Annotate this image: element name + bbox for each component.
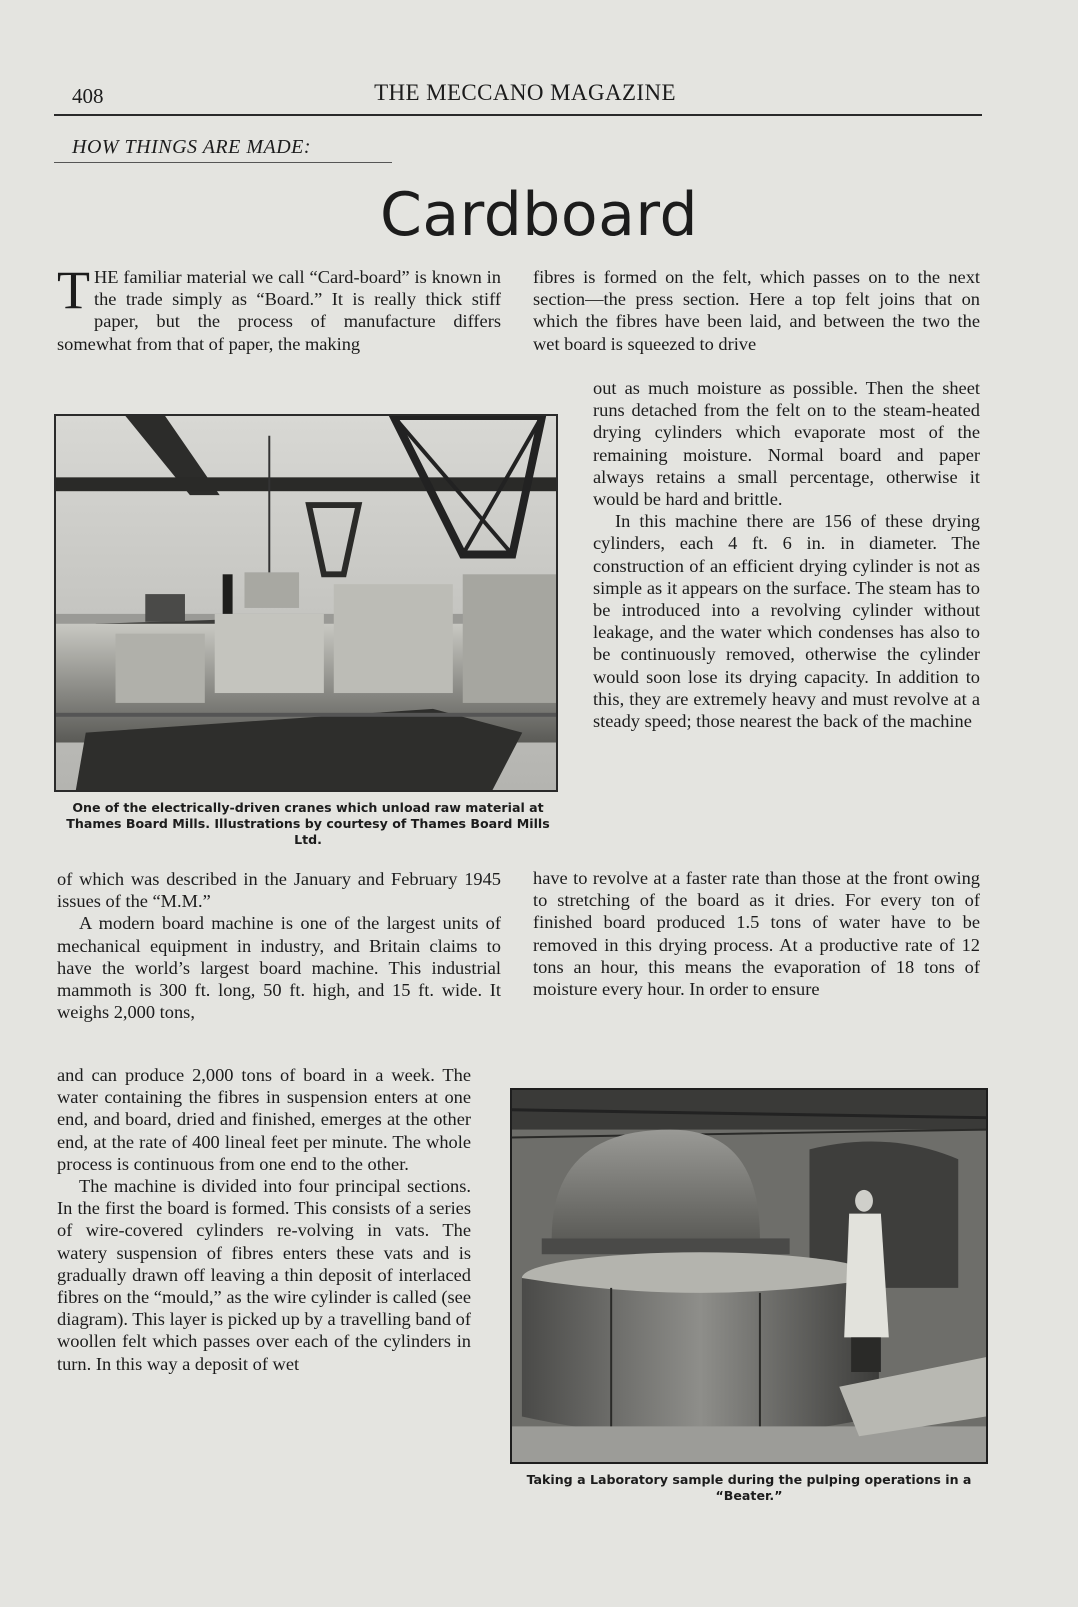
series-underline <box>54 162 392 163</box>
col1-body-text <box>57 868 501 1023</box>
col2-body-text <box>533 867 980 1000</box>
beater-photo <box>510 1088 988 1464</box>
beater-photo-caption: Taking a Laboratory sample during the pulping operations in a “Beater.” <box>526 1472 972 1503</box>
paragraph: In this machine there are 156 of these drying cylinders, each 4 ft. 6 in. in diameter. The construction of an efficient drying cylinder is not as simple as it appears on the surface. The steam has to be introduced into a revolving cylinder without leakage, and the water which condenses has also to be continuously removed, otherwise the cylinder would soon lose its drying capacity. In addition to this, they are extremely heavy and must revolve at a steady speed; those nearest the back of the machine <box>593 511 980 732</box>
magazine-title: THE MECCANO MAGAZINE <box>374 80 676 105</box>
col1-opening-text <box>57 260 501 355</box>
paragraph: A modern board machine is one of the largest units of mechanical equipment in industry, and Britain claims to have the world’s largest board machine. This industrial mammoth is 300 ft. long, 50 ft. high, and 15 ft. wide. It weighs 2,000 tons, <box>57 913 501 1023</box>
paragraph: have to revolve at a faster rate than those at the front owing to stretching of the board as it dries. For every ton of finished board produced 1.5 tons of water have to be removed in this drying process. At a productive rate of 12 tons an hour, this means the evaporation of 18 tons of moisture every hour. In order to ensure <box>533 868 980 1000</box>
col2-narrow-text <box>593 377 980 732</box>
article-title: Cardboard <box>379 180 699 250</box>
header-rule <box>54 114 982 116</box>
drop-cap: T <box>57 260 90 320</box>
col1-narrow-text <box>57 1064 471 1375</box>
crane-photo <box>54 414 558 792</box>
crane-photo-caption: One of the electrically-driven cranes which unload raw material at Thames Board Mills. Illustrations by courtesy of Thames Board Mills Ltd. <box>66 800 550 847</box>
paragraph: of which was described in the January and February 1945 issues of the “M.M.” <box>57 869 501 912</box>
paragraph: out as much moisture as possible. Then the sheet runs detached from the felt on to the steam-heated drying cylinders which evaporate most of the remaining moisture. Normal board and paper always retains a small percentage, otherwise it would be hard and brittle. <box>593 378 980 510</box>
col2-top-text <box>533 266 980 355</box>
paragraph: fibres is formed on the felt, which passes on to the next section—the press section. Here a top felt joins that on which the fibres have been laid, and between the two the wet board is squeezed to drive <box>533 267 980 354</box>
paragraph: and can produce 2,000 tons of board in a week. The water containing the fibres in suspension enters at one end, and board, dried and finished, emerges at the other end, at the rate of 400 lineal feet per minute. The whole process is continuous from one end to the other. <box>57 1065 471 1174</box>
page-header <box>70 78 980 114</box>
paragraph: The machine is divided into four principal sections. In the first the board is formed. This consists of a series of wire-covered cylinders re-volving in vats. The watery suspension of fibres enters these vats and is gradually drawn off leaving a thin deposit of interlaced fibres on the “mould,” as the wire cylinder is called (see diagram). This layer is picked up by a travelling band of woollen felt which passes over each of the cylinders in turn. In this way a deposit of wet <box>57 1176 471 1374</box>
opening-paragraph: HE familiar material we call “Card-board” is known in the trade simply as “Board.” It is really thick stiff paper, but the process of manufacture differs somewhat from that of paper, the making <box>57 267 501 354</box>
page-number: 408 <box>72 84 104 108</box>
series-title: HOW THINGS ARE MADE: <box>72 136 312 158</box>
